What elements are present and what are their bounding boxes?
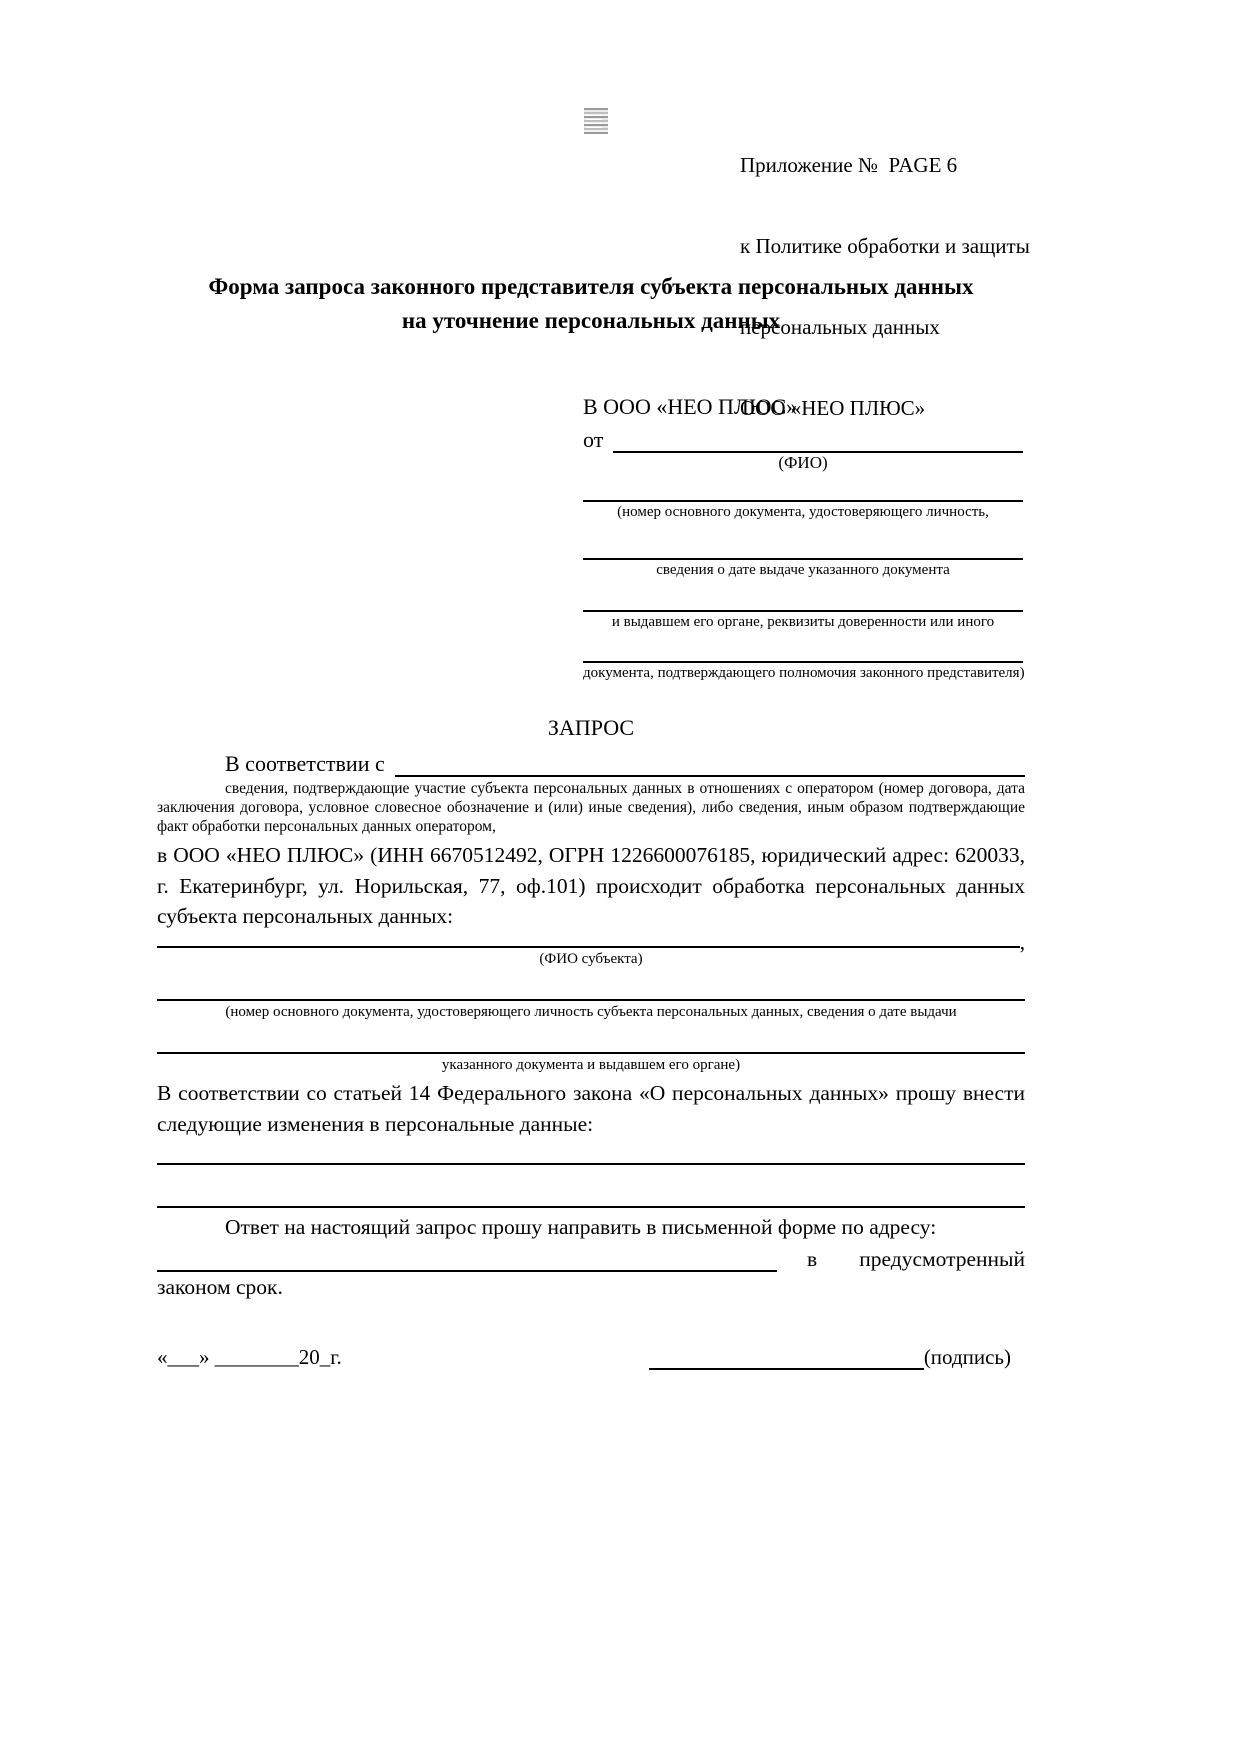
header-note-line: персональных данных — [740, 315, 940, 339]
signature-blank-line — [649, 1344, 924, 1370]
blank-line — [583, 522, 1023, 560]
fio-caption: (ФИО) — [778, 453, 828, 472]
blank-line — [583, 473, 1023, 502]
blank-line — [157, 970, 1025, 1001]
addressee-caption: (номер основного документа, удостоверяющего личность, — [617, 504, 989, 520]
header-note-line: Приложение № PAGE 6 — [740, 153, 958, 177]
operator-paragraph: в ООО «НЕО ПЛЮС» (ИНН 6670512492, ОГРН 1226600076185, юридический адрес: 620033, г. Екатеринбург, ул. Норильская, 77, оф.101) происходит обработка персональных данных субъекта персональных данных: — [157, 843, 1025, 928]
subject-caption: (ФИО субъекта) — [539, 950, 643, 967]
header-note-line: к Политике обработки и защиты — [740, 234, 1030, 258]
article-paragraph: В соответствии со статьей 14 Федерального закона «О персональных данных» прошу внести следующие изменения в персональные данные: — [157, 1080, 1025, 1136]
addressee-caption: сведения о дате выдаче указанного документа — [656, 562, 950, 578]
answer-line: Ответ на настоящий запрос прошу направить в письменной форме по адресу: — [225, 1214, 937, 1239]
answer-word: предусмотренный — [859, 1246, 1025, 1271]
accordance-label: В соответствии с — [225, 751, 385, 776]
document-title-line1: Форма запроса законного представителя субъекта персональных данных — [208, 274, 974, 299]
addressee-to: В ООО «НЕО ПЛЮС» — [583, 394, 798, 419]
addressee-caption: и выдавшем его органе, реквизиты доверенности или иного — [611, 614, 995, 630]
small-note: сведения, подтверждающие участие субъекта персональных данных в отношениях с оператором (номер договора, дата заключения договора, условное словесное обозначение и (или) иные сведения), либо сведения, иным образом подтверждающие факт обработки персональных данных оператором, — [157, 780, 1025, 835]
addressee-caption: документа, подтверждающего полномочия законного представителя) — [583, 665, 1025, 681]
document-title — [157, 270, 1025, 338]
from-row — [583, 427, 1023, 453]
subject-line-suffix: , — [1019, 929, 1025, 954]
accordance-row — [157, 749, 1025, 777]
subject-caption: указанного документа и выдавшем его органе) — [441, 1056, 741, 1073]
answer-word: в — [807, 1246, 818, 1271]
addressee-block — [583, 393, 1023, 683]
closing-line: законом срок. — [157, 1274, 283, 1299]
signature-caption: (подпись) — [923, 1344, 1011, 1369]
signature-group — [649, 1344, 1025, 1370]
from-label: от — [583, 427, 604, 452]
blank-line — [583, 580, 1023, 612]
field-code-marker-icon — [584, 108, 608, 134]
header-note-line: ООО «НЕО ПЛЮС» — [740, 396, 926, 420]
blank-line — [583, 632, 1023, 663]
answer-address-row — [157, 1242, 1025, 1272]
date-signature-row — [157, 1340, 1025, 1370]
document-title-line2: на уточнение персональных данных — [401, 308, 781, 333]
date-blank: «___» ________20_г. — [157, 1344, 342, 1369]
address-blank-line — [157, 1240, 777, 1272]
subject-caption: (номер основного документа, удостоверяющего личность субъекта персональных данных, сведения о дате выдачи — [225, 1003, 957, 1020]
accordance-blank-line — [395, 775, 1025, 777]
request-heading: ЗАПРОС — [547, 715, 635, 740]
request-body — [157, 713, 1025, 1370]
blank-line — [157, 1023, 1025, 1054]
blank-line — [157, 1140, 1025, 1165]
subject-fio-row — [157, 929, 1025, 954]
blank-line — [157, 1165, 1025, 1208]
